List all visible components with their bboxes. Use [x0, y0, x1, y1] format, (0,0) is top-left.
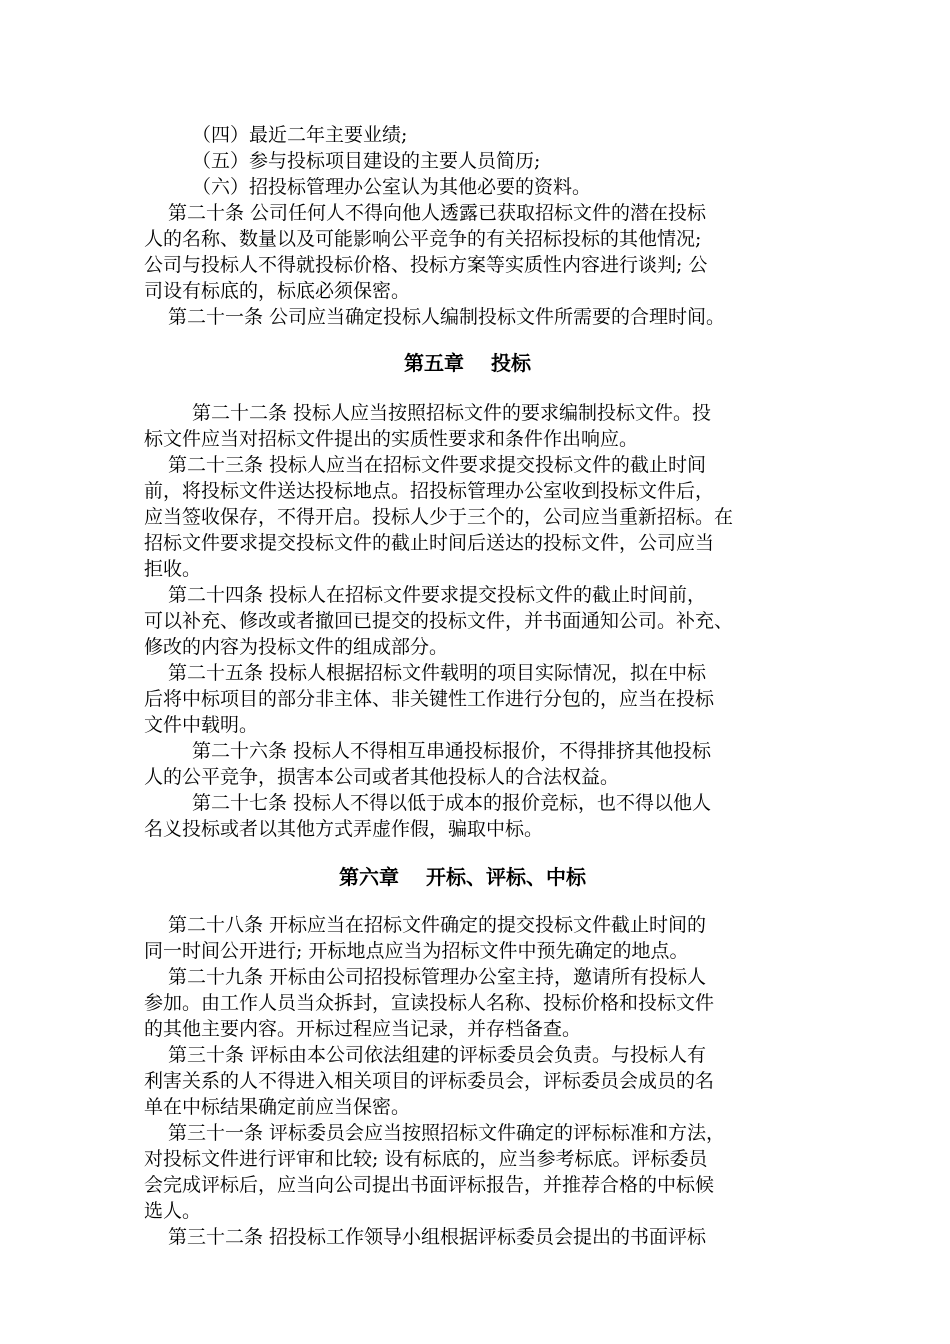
article-26-line-1: 第二十六条 投标人不得相互串通投标报价，不得排挤其他投标 [192, 740, 712, 762]
article-22-line-2: 标文件应当对招标文件提出的实质性要求和条件作出响应。 [144, 428, 639, 450]
article-24-line-2: 可以补充、修改或者撤回已提交的投标文件，并书面通知公司。补充、 [144, 610, 734, 632]
article-20-line-3: 公司与投标人不得就投标价格、投标方案等实质性内容进行谈判; 公 [144, 254, 708, 276]
article-23-line-4: 招标文件要求提交投标文件的截止时间后送达的投标文件，公司应当 [144, 532, 715, 554]
chapter-5-heading: 第五章 投标 [404, 351, 531, 375]
list-item-4: （四）最近二年主要业绩; [192, 124, 408, 146]
article-30-line-1: 第三十条 评标由本公司依法组建的评标委员会负责。与投标人有 [168, 1044, 707, 1066]
article-32-line-1: 第三十二条 招投标工作领导小组根据评标委员会提出的书面评标 [168, 1226, 707, 1248]
article-25-line-3: 文件中载明。 [144, 714, 259, 736]
list-item-6: （六）招投标管理办公室认为其他必要的资料。 [192, 176, 592, 198]
article-29-line-3: 的其他主要内容。开标过程应当记录，并存档备查。 [144, 1018, 582, 1040]
article-28-line-2: 同一时间公开进行; 开标地点应当为招标文件中预先确定的地点。 [144, 940, 689, 962]
article-23-line-3: 应当签收保存，不得开启。投标人少于三个的，公司应当重新招标。在 [144, 506, 734, 528]
article-24-line-3: 修改的内容为投标文件的组成部分。 [144, 636, 449, 658]
article-31-line-4: 选人。 [144, 1200, 202, 1222]
article-23-line-1: 第二十三条 投标人应当在招标文件要求提交投标文件的截止时间 [168, 454, 707, 476]
article-27-line-1: 第二十七条 投标人不得以低于成本的报价竞标，也不得以他人 [192, 792, 712, 814]
article-21-line-1: 第二十一条 公司应当确定投标人编制投标文件所需要的合理时间。 [168, 306, 726, 328]
article-31-line-2: 对投标文件进行评审和比较; 设有标底的，应当参考标底。评标委员 [144, 1148, 708, 1170]
article-25-line-2: 后将中标项目的部分非主体、非关键性工作进行分包的，应当在投标 [144, 688, 715, 710]
chapter-6-heading: 第六章 开标、评标、中标 [339, 865, 586, 889]
article-26-line-2: 人的公平竞争，损害本公司或者其他投标人的合法权益。 [144, 766, 620, 788]
article-20-line-2: 人的名称、数量以及可能影响公平竞争的有关招标投标的其他情况; [144, 228, 702, 250]
article-29-line-1: 第二十九条 开标由公司招投标管理办公室主持，邀请所有投标人 [168, 966, 707, 988]
article-29-line-2: 参加。由工作人员当众拆封，宣读投标人名称、投标价格和投标文件 [144, 992, 715, 1014]
article-24-line-1: 第二十四条 投标人在招标文件要求提交投标文件的截止时间前， [168, 584, 707, 606]
article-28-line-1: 第二十八条 开标应当在招标文件确定的提交投标文件截止时间的 [168, 914, 707, 936]
article-20-line-1: 第二十条 公司任何人不得向他人透露已获取招标文件的潜在投标 [168, 202, 707, 224]
article-31-line-1: 第三十一条 评标委员会应当按照招标文件确定的评标标准和方法， [168, 1122, 726, 1144]
article-30-line-2: 利害关系的人不得进入相关项目的评标委员会，评标委员会成员的名 [144, 1070, 715, 1092]
article-23-line-2: 前，将投标文件送达投标地点。招投标管理办公室收到投标文件后， [144, 480, 715, 502]
article-25-line-1: 第二十五条 投标人根据招标文件载明的项目实际情况，拟在中标 [168, 662, 707, 684]
article-30-line-3: 单在中标结果确定前应当保密。 [144, 1096, 411, 1118]
article-20-line-4: 司设有标底的，标底必须保密。 [144, 280, 411, 302]
list-item-5: （五）参与投标项目建设的主要人员简历; [192, 150, 541, 172]
article-31-line-3: 会完成评标后，应当向公司提出书面评标报告，并推荐合格的中标候 [144, 1174, 715, 1196]
article-27-line-2: 名义投标或者以其他方式弄虚作假，骗取中标。 [144, 818, 544, 840]
article-23-line-5: 拒收。 [144, 558, 202, 580]
article-22-line-1: 第二十二条 投标人应当按照招标文件的要求编制投标文件。投 [192, 402, 712, 424]
